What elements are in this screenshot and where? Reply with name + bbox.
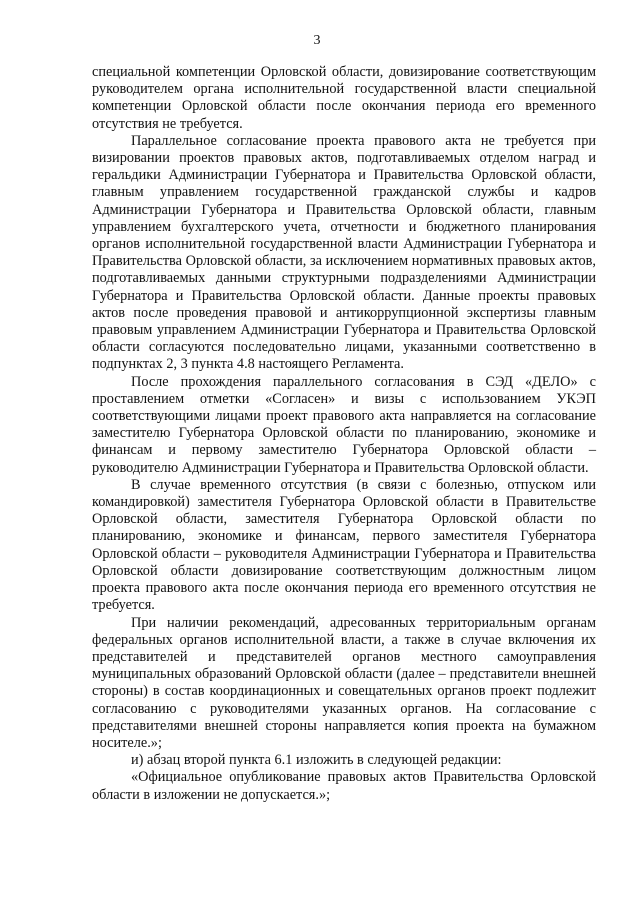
body-text [92,64,596,804]
paragraph-continuation: специальной компетенции Орловской области, довизирование соответствующим руководителем органа исполнительной государственной власти специальной компетенции Орловской области после окончания периода его временного отсутствия не требуется. [92,64,596,132]
page-number: 3 [313,33,321,48]
paragraph-recommendations: При наличии рекомендаций, адресованных территориальным органам федеральных органов исполнительной власти, а также в случае включения их представителей и представителей органов местного самоуправления муниципальных образований Орловской области (далее – представители внешней стороны) в состав координационных и совещательных органов проект подлежит согласованию с руководителями указанных органов. На согласование с представителями внешней стороны направляется копия проекта на бумажном носителе.»; [92,614,596,751]
paragraph-after-approval: После прохождения параллельного согласования в СЭД «ДЕЛО» с проставлением отметки «Согласен» и визы с использованием УКЭП соответствующими лицами проект правового акта направляется на согласование заместителю Губернатора Орловской области по планированию, экономике и финансам и первому заместителю Губернатора Орловской области – руководителю Администрации Губернатора и Правительства Орловской области. [92,373,596,476]
paragraph-official-publication: «Официальное опубликование правовых актов Правительства Орловской области в изложении не допускается.»; [92,769,596,803]
paragraph-parallel-approval: Параллельное согласование проекта правового акта не требуется при визировании проектов правовых актов, подготавливаемых отделом наград и геральдики Администрации Губернатора и Правительства Орловской области, главным управлением государственной гражданской службы и кадров Администрации Губернатора и Правительства Орловской области, главным управлением бухгалтерского учета, отчетности и бюджетного планирования органов исполнительной государственной власти Администрации Губернатора и Правительства Орловской области, за исключением нормативных правовых актов, подготавливаемых данными структурными подразделениями Администрации Губернатора и Правительства Орловской области. Данные проекты правовых актов после проведения правовой и антикоррупционной экспертизы главным правовым управлением Администрации Губернатора и Правительства Орловской области согласуются последовательно лицами, указанными соответственно в подпунктах 2, 3 пункта 4.8 настоящего Регламента. [92,132,596,373]
paragraph-item-i: и) абзац второй пункта 6.1 изложить в следующей редакции: [131,752,502,769]
paragraph-temporary-absence: В случае временного отсутствия (в связи с болезнью, отпуском или командировкой) заместителя Губернатора Орловской области в Правительстве Орловской области, заместителя Губернатора Орловской области по планированию, экономике и финансам, первого заместителя Губернатора Орловской области – руководителя Администрации Губернатора и Правительства Орловской области довизирование соответствующим должностным лицом проекта правового акта после окончания периода его временного отсутствия не требуется. [92,476,596,614]
